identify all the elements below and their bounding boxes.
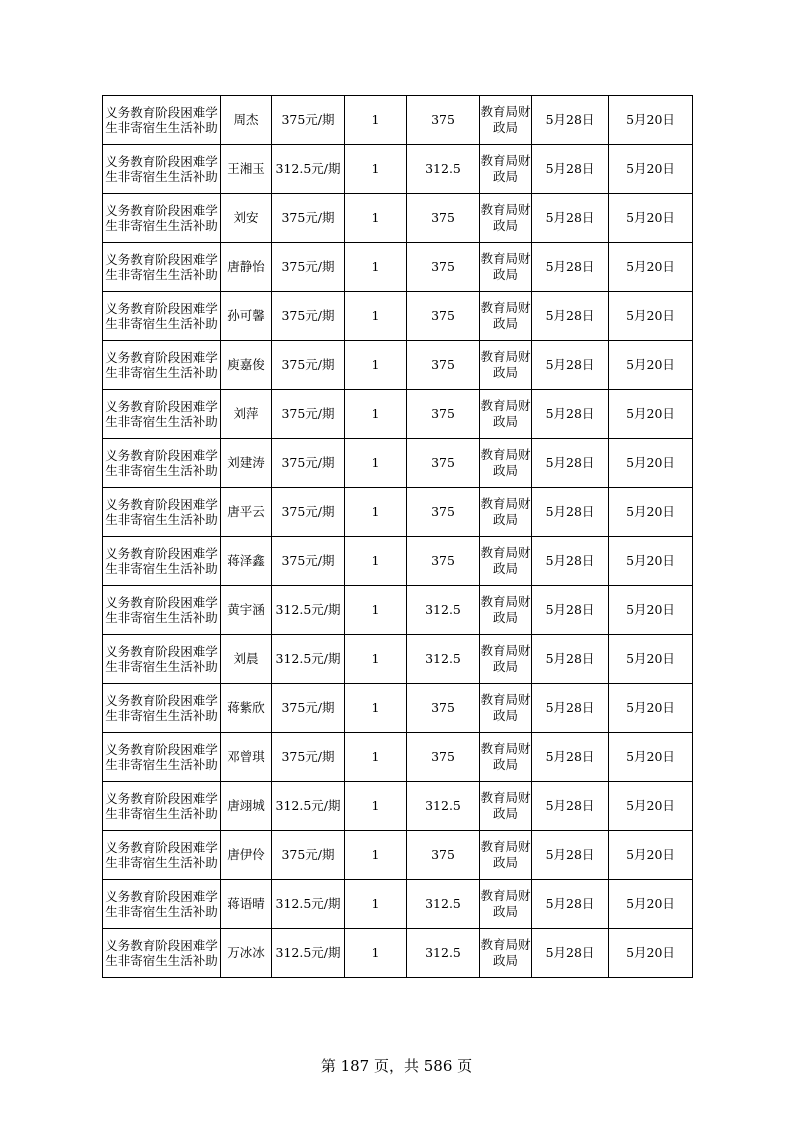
cell-count: 1 xyxy=(345,733,407,782)
cell-count: 1 xyxy=(345,292,407,341)
cell-date-1: 5月28日 xyxy=(532,96,609,145)
cell-date-1: 5月28日 xyxy=(532,537,609,586)
cell-name: 邓曾琪 xyxy=(221,733,272,782)
cell-name: 刘晨 xyxy=(221,635,272,684)
cell-item: 义务教育阶段困难学生非寄宿生生活补助 xyxy=(103,733,221,782)
cell-name: 刘建涛 xyxy=(221,439,272,488)
cell-date-1: 5月28日 xyxy=(532,243,609,292)
cell-date-2: 5月20日 xyxy=(609,831,693,880)
cell-department: 教育局财政局 xyxy=(480,341,532,390)
cell-amount: 375 xyxy=(407,292,480,341)
cell-amount: 375 xyxy=(407,194,480,243)
cell-department: 教育局财政局 xyxy=(480,929,532,978)
cell-name: 蒋泽鑫 xyxy=(221,537,272,586)
cell-amount: 375 xyxy=(407,439,480,488)
subsidy-table xyxy=(102,95,693,978)
cell-department: 教育局财政局 xyxy=(480,880,532,929)
cell-amount: 375 xyxy=(407,341,480,390)
table-row xyxy=(103,782,693,831)
cell-date-2: 5月20日 xyxy=(609,439,693,488)
cell-count: 1 xyxy=(345,145,407,194)
cell-name: 唐翊城 xyxy=(221,782,272,831)
cell-amount: 312.5 xyxy=(407,635,480,684)
table-row xyxy=(103,292,693,341)
cell-standard: 375元/期 xyxy=(272,390,345,439)
cell-item: 义务教育阶段困难学生非寄宿生生活补助 xyxy=(103,390,221,439)
cell-count: 1 xyxy=(345,929,407,978)
cell-item: 义务教育阶段困难学生非寄宿生生活补助 xyxy=(103,96,221,145)
cell-standard: 375元/期 xyxy=(272,194,345,243)
cell-amount: 375 xyxy=(407,390,480,439)
cell-count: 1 xyxy=(345,488,407,537)
cell-item: 义务教育阶段困难学生非寄宿生生活补助 xyxy=(103,488,221,537)
cell-department: 教育局财政局 xyxy=(480,488,532,537)
cell-count: 1 xyxy=(345,880,407,929)
cell-name: 刘萍 xyxy=(221,390,272,439)
cell-item: 义务教育阶段困难学生非寄宿生生活补助 xyxy=(103,194,221,243)
cell-standard: 375元/期 xyxy=(272,488,345,537)
cell-department: 教育局财政局 xyxy=(480,586,532,635)
cell-date-1: 5月28日 xyxy=(532,145,609,194)
cell-item: 义务教育阶段困难学生非寄宿生生活补助 xyxy=(103,292,221,341)
cell-item: 义务教育阶段困难学生非寄宿生生活补助 xyxy=(103,586,221,635)
cell-department: 教育局财政局 xyxy=(480,194,532,243)
cell-date-1: 5月28日 xyxy=(532,684,609,733)
cell-count: 1 xyxy=(345,341,407,390)
cell-count: 1 xyxy=(345,782,407,831)
cell-amount: 375 xyxy=(407,96,480,145)
cell-name: 唐平云 xyxy=(221,488,272,537)
cell-date-1: 5月28日 xyxy=(532,831,609,880)
page-footer: 第 187 页，共 586 页 xyxy=(320,1057,473,1075)
table-row xyxy=(103,929,693,978)
cell-item: 义务教育阶段困难学生非寄宿生生活补助 xyxy=(103,243,221,292)
table-row xyxy=(103,488,693,537)
table-row xyxy=(103,635,693,684)
cell-department: 教育局财政局 xyxy=(480,733,532,782)
cell-date-2: 5月20日 xyxy=(609,341,693,390)
cell-standard: 312.5元/期 xyxy=(272,929,345,978)
table-row xyxy=(103,243,693,292)
cell-count: 1 xyxy=(345,586,407,635)
cell-date-2: 5月20日 xyxy=(609,782,693,831)
cell-date-2: 5月20日 xyxy=(609,733,693,782)
cell-department: 教育局财政局 xyxy=(480,684,532,733)
cell-amount: 375 xyxy=(407,733,480,782)
cell-amount: 312.5 xyxy=(407,145,480,194)
cell-standard: 312.5元/期 xyxy=(272,635,345,684)
cell-item: 义务教育阶段困难学生非寄宿生生活补助 xyxy=(103,145,221,194)
cell-count: 1 xyxy=(345,96,407,145)
cell-name: 孙可馨 xyxy=(221,292,272,341)
cell-date-1: 5月28日 xyxy=(532,292,609,341)
cell-amount: 375 xyxy=(407,831,480,880)
table-row xyxy=(103,439,693,488)
cell-date-1: 5月28日 xyxy=(532,880,609,929)
table-row xyxy=(103,537,693,586)
cell-amount: 375 xyxy=(407,684,480,733)
cell-count: 1 xyxy=(345,194,407,243)
cell-item: 义务教育阶段困难学生非寄宿生生活补助 xyxy=(103,831,221,880)
cell-standard: 375元/期 xyxy=(272,341,345,390)
cell-standard: 375元/期 xyxy=(272,733,345,782)
cell-department: 教育局财政局 xyxy=(480,635,532,684)
cell-date-1: 5月28日 xyxy=(532,439,609,488)
cell-date-2: 5月20日 xyxy=(609,292,693,341)
table-row xyxy=(103,880,693,929)
cell-standard: 375元/期 xyxy=(272,831,345,880)
cell-item: 义务教育阶段困难学生非寄宿生生活补助 xyxy=(103,537,221,586)
table-row xyxy=(103,390,693,439)
cell-item: 义务教育阶段困难学生非寄宿生生活补助 xyxy=(103,635,221,684)
cell-date-1: 5月28日 xyxy=(532,488,609,537)
cell-count: 1 xyxy=(345,635,407,684)
cell-department: 教育局财政局 xyxy=(480,782,532,831)
cell-count: 1 xyxy=(345,537,407,586)
cell-date-1: 5月28日 xyxy=(532,194,609,243)
cell-standard: 375元/期 xyxy=(272,537,345,586)
cell-standard: 375元/期 xyxy=(272,439,345,488)
cell-department: 教育局财政局 xyxy=(480,292,532,341)
cell-date-2: 5月20日 xyxy=(609,145,693,194)
cell-count: 1 xyxy=(345,243,407,292)
cell-amount: 312.5 xyxy=(407,586,480,635)
cell-date-1: 5月28日 xyxy=(532,782,609,831)
cell-amount: 312.5 xyxy=(407,880,480,929)
cell-item: 义务教育阶段困难学生非寄宿生生活补助 xyxy=(103,880,221,929)
cell-date-2: 5月20日 xyxy=(609,96,693,145)
cell-name: 唐静怡 xyxy=(221,243,272,292)
cell-name: 蒋紫欣 xyxy=(221,684,272,733)
cell-standard: 375元/期 xyxy=(272,243,345,292)
table-body xyxy=(103,96,693,978)
cell-standard: 312.5元/期 xyxy=(272,586,345,635)
table-row xyxy=(103,194,693,243)
cell-amount: 375 xyxy=(407,537,480,586)
cell-department: 教育局财政局 xyxy=(480,537,532,586)
cell-amount: 375 xyxy=(407,243,480,292)
cell-name: 周杰 xyxy=(221,96,272,145)
cell-item: 义务教育阶段困难学生非寄宿生生活补助 xyxy=(103,929,221,978)
cell-standard: 375元/期 xyxy=(272,292,345,341)
cell-department: 教育局财政局 xyxy=(480,390,532,439)
cell-department: 教育局财政局 xyxy=(480,439,532,488)
cell-date-2: 5月20日 xyxy=(609,537,693,586)
cell-date-2: 5月20日 xyxy=(609,635,693,684)
cell-amount: 375 xyxy=(407,488,480,537)
cell-count: 1 xyxy=(345,439,407,488)
cell-date-1: 5月28日 xyxy=(532,341,609,390)
cell-date-2: 5月20日 xyxy=(609,488,693,537)
cell-count: 1 xyxy=(345,390,407,439)
cell-date-2: 5月20日 xyxy=(609,684,693,733)
cell-date-1: 5月28日 xyxy=(532,929,609,978)
cell-standard: 375元/期 xyxy=(272,96,345,145)
cell-item: 义务教育阶段困难学生非寄宿生生活补助 xyxy=(103,782,221,831)
cell-department: 教育局财政局 xyxy=(480,243,532,292)
cell-name: 王湘玉 xyxy=(221,145,272,194)
cell-date-2: 5月20日 xyxy=(609,194,693,243)
cell-standard: 312.5元/期 xyxy=(272,145,345,194)
cell-date-1: 5月28日 xyxy=(532,733,609,782)
cell-date-2: 5月20日 xyxy=(609,929,693,978)
cell-count: 1 xyxy=(345,831,407,880)
table-row xyxy=(103,96,693,145)
cell-amount: 312.5 xyxy=(407,929,480,978)
cell-name: 黄宇涵 xyxy=(221,586,272,635)
cell-name: 庾嘉俊 xyxy=(221,341,272,390)
table-row xyxy=(103,831,693,880)
cell-date-2: 5月20日 xyxy=(609,390,693,439)
cell-date-2: 5月20日 xyxy=(609,586,693,635)
cell-name: 蒋语晴 xyxy=(221,880,272,929)
cell-date-2: 5月20日 xyxy=(609,880,693,929)
cell-item: 义务教育阶段困难学生非寄宿生生活补助 xyxy=(103,684,221,733)
table-row xyxy=(103,145,693,194)
table-row xyxy=(103,684,693,733)
cell-department: 教育局财政局 xyxy=(480,145,532,194)
cell-department: 教育局财政局 xyxy=(480,96,532,145)
table-row xyxy=(103,341,693,390)
cell-date-2: 5月20日 xyxy=(609,243,693,292)
table-row xyxy=(103,586,693,635)
cell-name: 万冰冰 xyxy=(221,929,272,978)
cell-name: 刘安 xyxy=(221,194,272,243)
cell-standard: 312.5元/期 xyxy=(272,880,345,929)
cell-count: 1 xyxy=(345,684,407,733)
cell-name: 唐伊伶 xyxy=(221,831,272,880)
cell-date-1: 5月28日 xyxy=(532,635,609,684)
table-row xyxy=(103,733,693,782)
cell-amount: 312.5 xyxy=(407,782,480,831)
cell-department: 教育局财政局 xyxy=(480,831,532,880)
cell-standard: 375元/期 xyxy=(272,684,345,733)
cell-item: 义务教育阶段困难学生非寄宿生生活补助 xyxy=(103,439,221,488)
cell-date-1: 5月28日 xyxy=(532,586,609,635)
cell-date-1: 5月28日 xyxy=(532,390,609,439)
cell-item: 义务教育阶段困难学生非寄宿生生活补助 xyxy=(103,341,221,390)
cell-standard: 312.5元/期 xyxy=(272,782,345,831)
